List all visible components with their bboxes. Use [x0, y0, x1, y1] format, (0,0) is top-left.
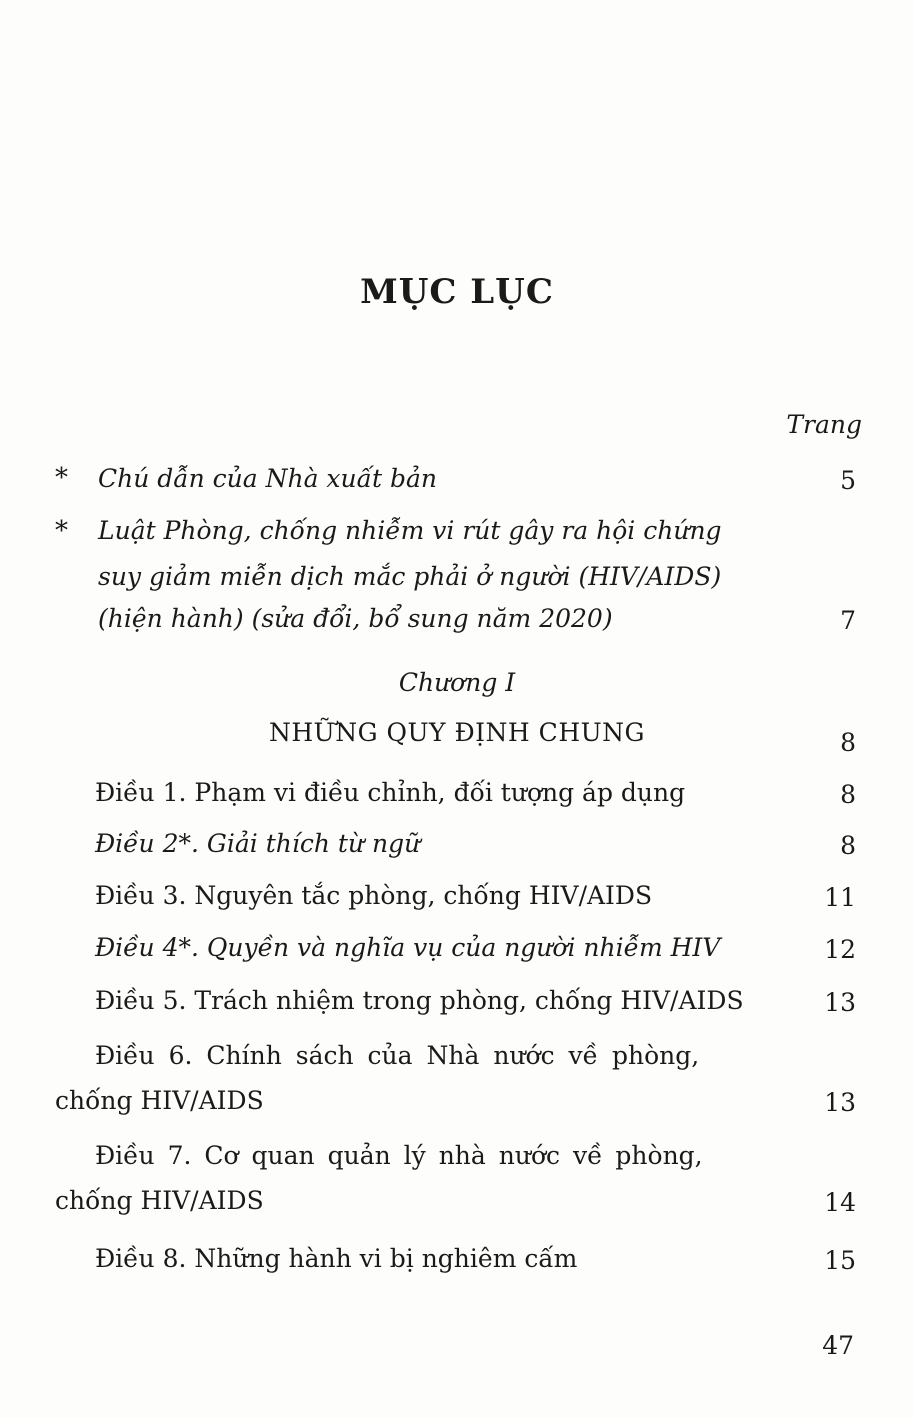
page-title: MỤC LỤC: [360, 272, 554, 312]
entry-page: 15: [824, 1246, 856, 1275]
page-column-label: Trang: [786, 410, 862, 439]
entry-text-line-2: chống HIV/AIDS: [55, 1186, 264, 1215]
entry-page: 12: [824, 935, 856, 964]
entry-text-line-3: (hiện hành) (sửa đổi, bổ sung năm 2020): [98, 604, 613, 633]
entry-page: 13: [824, 988, 856, 1017]
entry-page: 8: [840, 780, 856, 809]
entry-page: 11: [824, 883, 856, 912]
entry-page: 7: [840, 606, 856, 635]
entry-text: Điều 1. Phạm vi điều chỉnh, đối tượng áp dụng: [95, 778, 686, 807]
entry-text: Điều 2*. Giải thích từ ngữ: [95, 829, 421, 858]
entry-page: 5: [840, 466, 856, 495]
entry-text-line-1: Điều 6. Chính sách của Nhà nước về phòng,: [95, 1041, 700, 1070]
entry-page: 8: [840, 728, 856, 757]
entry-marker: *: [55, 463, 68, 493]
chapter-title: NHỮNG QUY ĐỊNH CHUNG: [268, 718, 646, 747]
entry-marker: *: [55, 516, 68, 546]
entry-page: 8: [840, 831, 856, 860]
entry-text: Điều 4*. Quyền và nghĩa vụ của người nhiễm HIV: [95, 933, 721, 962]
entry-text: Chú dẫn của Nhà xuất bản: [98, 464, 437, 493]
page-number: 47: [822, 1331, 854, 1360]
entry-text: Điều 3. Nguyên tắc phòng, chống HIV/AIDS: [95, 881, 653, 910]
entry-text-line-2: chống HIV/AIDS: [55, 1086, 264, 1115]
entry-text: Điều 8. Những hành vi bị nghiêm cấm: [95, 1244, 578, 1273]
entry-page: 14: [824, 1188, 856, 1217]
entry-text: Điều 5. Trách nhiệm trong phòng, chống HIV/AIDS: [95, 986, 744, 1015]
chapter-label: Chương I: [398, 668, 516, 697]
entry-text-line-1: Điều 7. Cơ quan quản lý nhà nước về phòng,: [95, 1141, 703, 1170]
entry-page: 13: [824, 1088, 856, 1117]
entry-text-line-1: Luật Phòng, chống nhiễm vi rút gây ra hội chứng: [98, 516, 722, 545]
entry-text-line-2: suy giảm miễn dịch mắc phải ở người (HIV/AIDS): [98, 562, 722, 591]
